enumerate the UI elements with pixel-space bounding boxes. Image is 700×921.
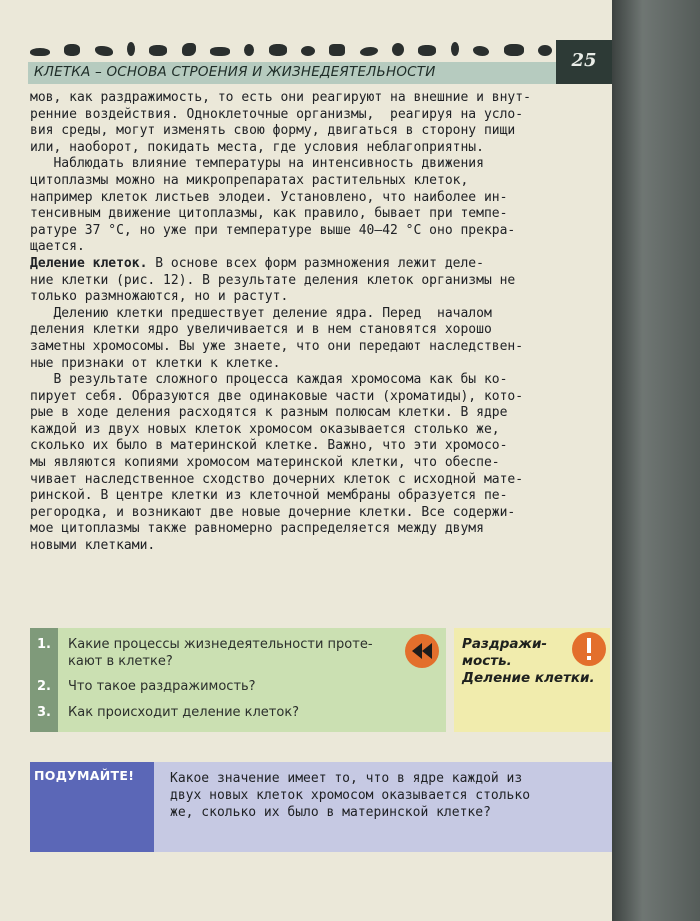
animal-silhouette-icon	[392, 43, 404, 56]
text-line: Наблюдать влияние температуры на интенсивность движения	[30, 156, 484, 172]
text-line: вия среды, могут изменять свою форму, двигаться в сторону пищи	[30, 123, 516, 139]
text-line: пирует себя. Образуются две одинаковые части (хроматиды), кото-	[30, 388, 524, 404]
animal-silhouette-icon	[360, 47, 378, 56]
text-line: например клеток листьев элодеи. Установлено, что наиболее ин-	[30, 189, 508, 205]
text-line: мое цитоплазмы также равномерно распределяется между двумя	[30, 521, 484, 537]
animal-silhouettes-frieze	[30, 38, 552, 56]
animal-silhouette-icon	[210, 47, 230, 56]
text-line: тенсивным движение цитоплазмы, как правило, бывает при темпе-	[30, 206, 508, 222]
key-term-line: мость.	[462, 653, 512, 669]
text-line: деления клетки ядро увеличивается и в нем становятся хорошо	[30, 322, 492, 338]
text-line: ринской. В центре клетки из клеточной мембраны образуется пе-	[30, 488, 508, 504]
animal-silhouette-icon	[127, 42, 135, 56]
animal-silhouette-icon	[473, 46, 489, 56]
text-line: регородка, и возникают две новые дочерние клетки. Все содержи-	[30, 504, 516, 520]
question-1	[68, 636, 398, 670]
text-line: сколько их было в материнской клетке. Важно, что эти хромосо-	[30, 438, 508, 454]
text-line: мы являются копиями хромосом материнской клетки, что обеспе-	[30, 455, 500, 471]
animal-silhouette-icon	[329, 44, 345, 56]
animal-silhouette-icon	[244, 44, 254, 56]
text-line: щается.	[30, 239, 85, 255]
animal-silhouette-icon	[504, 44, 524, 56]
text-line: чивает наследственное сходство дочерних клеток с исходной матe-	[30, 471, 524, 487]
question-3	[68, 704, 398, 721]
animal-silhouette-icon	[30, 48, 50, 56]
text-line: каждой из двух новых клеток хромосом оказывается столько же,	[30, 421, 500, 437]
animal-silhouette-icon	[149, 45, 167, 56]
text-line: ние клетки (рис. 12). В результате деления клеток организмы не	[30, 272, 516, 288]
key-term-line: Раздражи-	[462, 636, 548, 652]
question-line: кают в клетке?	[68, 654, 173, 669]
think-line: Какое значение имеет то, что в ядре каждой из	[170, 771, 523, 786]
animal-silhouette-icon	[182, 43, 196, 56]
text-line: рые в ходе деления расходятся к разным полюсам клетки. В ядре	[30, 405, 508, 421]
question-line: Как происходит деление клеток?	[68, 705, 300, 720]
text-line: Делению клетки предшествует деление ядра. Перед началом	[30, 305, 492, 321]
rewind-icon	[405, 634, 439, 668]
question-line: Какие процессы жизнедеятельности проте-	[68, 637, 373, 652]
think-label: ПОДУМАЙТЕ!	[34, 768, 135, 783]
animal-silhouette-icon	[95, 46, 113, 56]
text-line: только размножаются, но и растут.	[30, 289, 289, 305]
chapter-title: КЛЕТКА – ОСНОВА СТРОЕНИЯ И ЖИЗНЕДЕЯТЕЛЬНОСТИ	[34, 64, 436, 80]
animal-silhouette-icon	[418, 45, 436, 56]
text-line: заметны хромосомы. Вы уже знаете, что они передают наследствен-	[30, 338, 524, 354]
think-line: двух новых клеток хромосом оказывается столько	[170, 788, 531, 803]
animal-silhouette-icon	[64, 44, 80, 56]
think-line: же, сколько их было в материнской клетке?	[170, 805, 491, 820]
text-line: новыми клетками.	[30, 538, 156, 554]
think-question	[170, 770, 604, 821]
animal-silhouette-icon	[451, 42, 459, 56]
text-line: ренние воздействия. Одноклеточные организмы, реагируя на усло-	[30, 106, 524, 122]
text-line: или, наоборот, покидать места, где условия неблагоприятны.	[30, 139, 484, 155]
exclamation-icon	[572, 632, 606, 666]
text-line: В результате сложного процесса каждая хромосома как бы ко-	[30, 372, 508, 388]
animal-silhouette-icon	[301, 46, 315, 56]
page-number: 25	[571, 50, 597, 71]
division-heading-continuation: В основе всех форм размножения лежит деле-	[147, 255, 484, 271]
text-line: мов, как раздражимость, то есть они реагируют на внешние и внут-	[30, 90, 531, 105]
animal-silhouette-icon	[538, 45, 552, 56]
question-number: 3.	[37, 705, 51, 720]
text-line: цитоплазмы можно на микропрепаратах растительных клеток,	[30, 172, 469, 188]
text-line: ные признаки от клетки к клетке.	[30, 355, 281, 371]
question-line: Что такое раздражимость?	[68, 679, 256, 694]
text-line: ратуре 37 °С, но уже при температуре выше 40—42 °С оно прекра-	[30, 222, 516, 238]
book-spine	[612, 0, 700, 921]
question-number: 2.	[37, 679, 51, 694]
text-line	[30, 256, 604, 273]
body-text	[30, 90, 604, 555]
question-number: 1.	[37, 637, 51, 652]
animal-silhouette-icon	[269, 44, 287, 56]
question-2	[68, 678, 398, 695]
key-term-line: Деление клетки.	[462, 670, 595, 686]
division-heading: Деление клеток.	[30, 255, 148, 271]
